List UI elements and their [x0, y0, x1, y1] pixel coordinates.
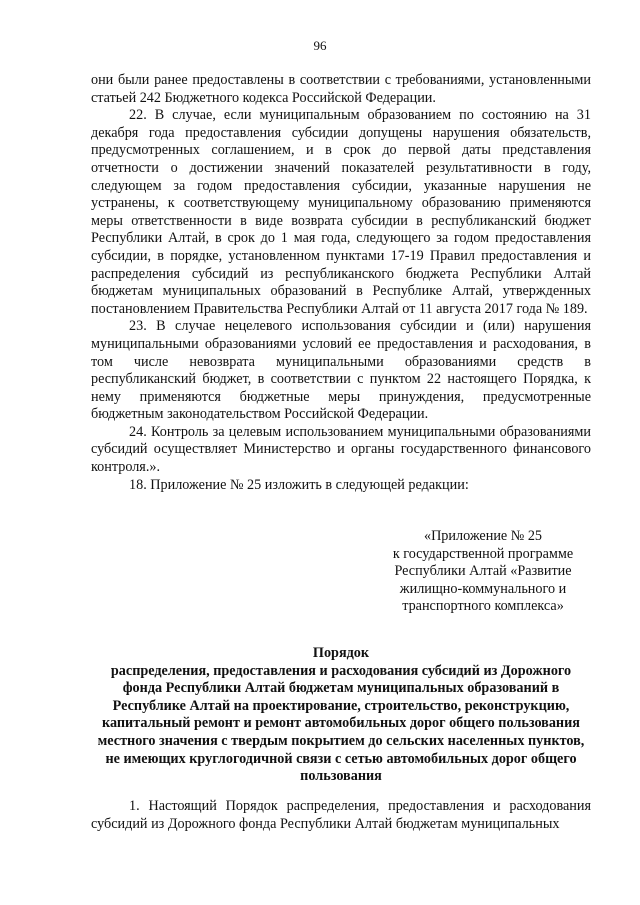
appendix-reference	[370, 528, 596, 616]
appendix-line: «Приложение № 25	[423, 528, 543, 544]
appendix-line: жилищно-коммунального и	[399, 580, 567, 597]
body-text	[91, 72, 591, 494]
appendix-line: транспортного комплекса»	[402, 598, 564, 615]
paragraph-1: 1. Настоящий Порядок распределения, предоставления и расходования субсидий из Дорожного фонда Республики Алтай бюджетам муниципальных	[91, 798, 591, 832]
final-text	[91, 798, 591, 833]
paragraph-22: 22. В случае, если муниципальным образованием по состоянию на 31 декабря года предоставления субсидии допущены нарушения обязательств, предусмотренных соглашением, и в срок до первой даты представления отчетности о достижении значений показателей результативности в году, следующем за годом предоставления субсидии, указанные нарушения не устранены, к соответствующему муниципальному образованию применяются меры ответственности в виде возврата субсидии в республиканский бюджет Республики Алтай, в срок до 1 мая года, следующего за годом предоставления субсидии, в порядке, установленном пунктами 17-19 Правил предоставления и распределения субсидий из республиканского бюджета Республики Алтай бюджетам муниципальных образований в Республике Алтай, утвержденных постановлением Правительства Республики Алтай от 11 августа 2017 года № 189.	[91, 107, 591, 317]
heading-title: Порядок	[312, 645, 370, 661]
appendix-line: к государственной программе	[392, 545, 574, 562]
page-number: 96	[313, 38, 327, 53]
paragraph-23: 23. В случае нецелевого использования субсидии и (или) нарушения муниципальными образованиями условий ее предоставления и расходования, в том числе невозврата муниципальными образованиями средств в республиканский бюджет, в соответствии с пунктом 22 настоящего Порядка, к нему применяются бюджетные меры принуждения, предусмотренные бюджетным законодательством Российской Федерации.	[91, 318, 591, 423]
appendix-line: Республики Алтай «Развитие	[394, 563, 572, 580]
section-heading	[91, 645, 591, 786]
heading-subtitle: распределения, предоставления и расходования субсидий из Дорожного фонда Республики Алтай бюджетам муниципальных образований в Республике Алтай на проектирование, строительство, реконструкцию, капитальный ремонт и ремонт автомобильных дорог общего пользования местного значения с твердым покрытием до сельских населенных пунктов, не имеющих круглогодичной связи с сетью автомобильных дорог общего пользования	[97, 662, 585, 785]
paragraph-18: 18. Приложение № 25 изложить в следующей редакции:	[129, 476, 469, 493]
paragraph-24: 24. Контроль за целевым использованием муниципальными образованиями субсидий осуществляет Министерство и органы государственного финансового контроля.».	[91, 423, 591, 476]
paragraph-continuation: они были ранее предоставлены в соответствии с требованиями, установленными статьей 242 Бюджетного кодекса Российской Федерации.	[91, 72, 591, 106]
